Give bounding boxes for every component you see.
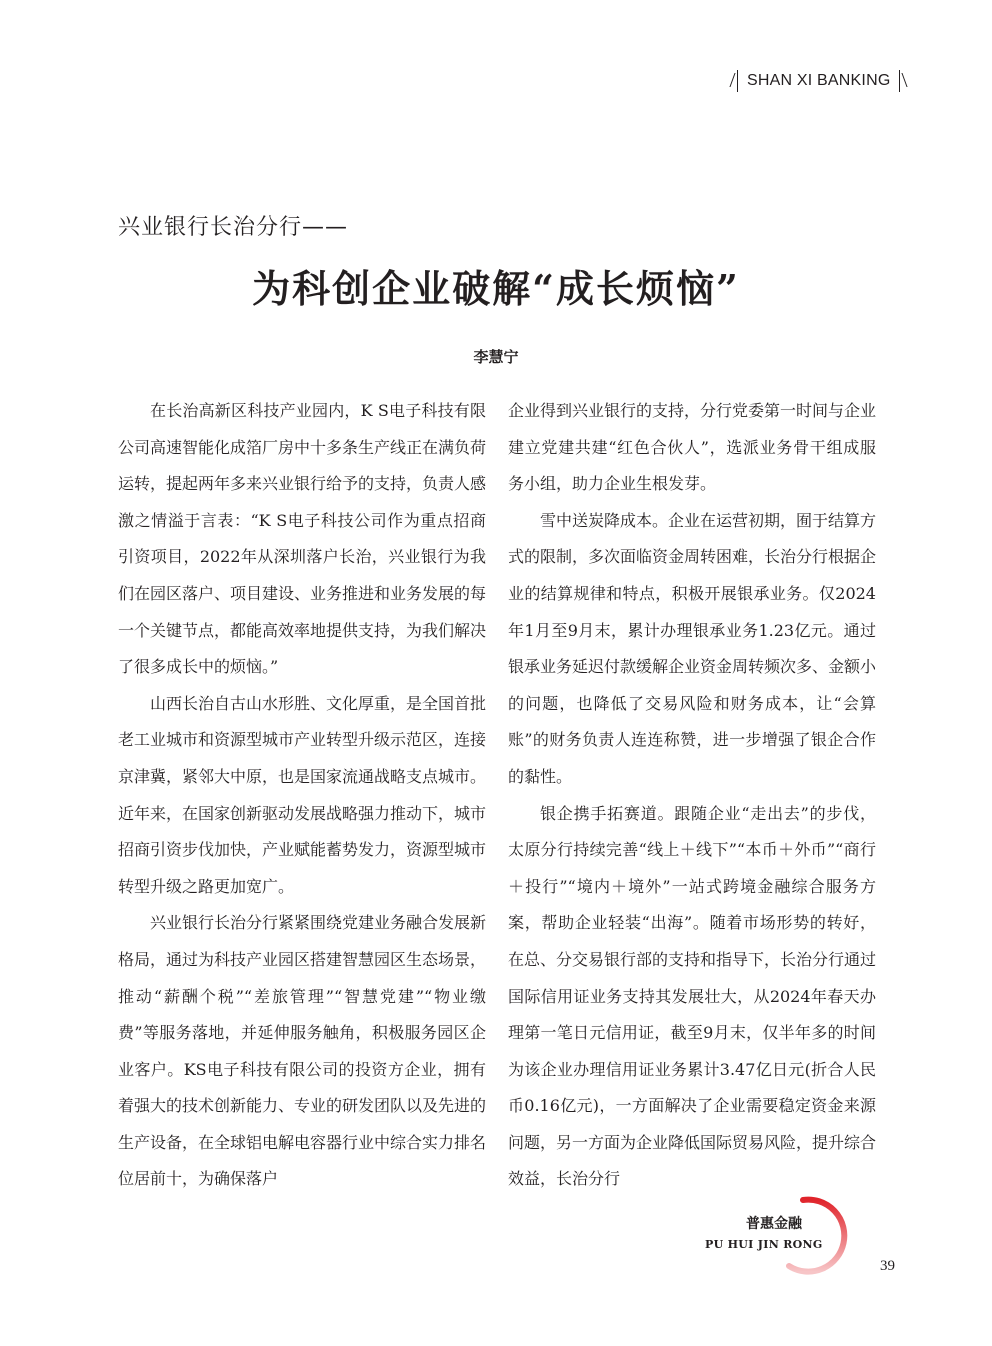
left-column [118,393,486,1198]
paragraph: 兴业银行长治分行紧紧围绕党建业务融合发展新格局，通过为科技产业园区搭建智慧园区生态场景，推动“薪酬个税”“差旅管理”“智慧党建”“物业缴费”等服务落地，并延伸服务触角，积极服务园区企业客户。KS电子科技有限公司的投资方企业，拥有着强大的技术创新能力、专业的研发团队以及先进的生产设备，在全球铝电解电容器行业中综合实力排名位居前十，为确保落户 [118,913,487,1189]
paragraph: 雪中送炭降成本。企业在运营初期，囿于结算方式的限制，多次面临资金周转困难，长治分行根据企业的结算规律和特点，积极开展银承业务。仅2024年1月至9月末，累计办理银承业务1.23亿元。通过银承业务延迟付款缓解企业资金周转频次多、金额小的问题，也降低了交易风险和财务成本，让“会算账”的财务负责人连连称赞，进一步增强了银企合作的黏性。 [508,510,877,786]
paragraph: 银企携手拓赛道。跟随企业“走出去”的步伐，太原分行持续完善“线上＋线下”“本币＋外币”“商行＋投行”“境内＋境外”一站式跨境金融综合服务方案，帮助企业轻装“出海”。随着市场形势的转好，在总、分交易银行部的支持和指导下，长治分行通过国际信用证业务支持其发展壮大，从2024年春天办理第一笔日元信用证，截至9月末，仅半年多的时间为该企业办理信用证业务累计3.47亿日元(折合人民币0.16亿元)，一方面解决了企业需要稳定资金来源问题，另一方面为企业降低国际贸易风险，提升综合效益，长治分行 [508,803,877,1189]
paragraph: 在长治高新区科技产业园内，K S电子科技有限公司高速智能化成箔厂房中十多条生产线正在满负荷运转，提起两年多来兴业银行给予的支持，负责人感激之情溢于言表：“K S电子科技公司作为重点招商引资项目，2022年从深圳落户长治，兴业银行为我们在园区落户、项目建设、业务推进和业务发展的每一个关键节点，都能高效率地提供支持，为我们解决了很多成长中的烦恼。” [118,401,487,677]
paragraph-continuation: 企业得到兴业银行的支持，分行党委第一时间与企业建立党建共建“红色合伙人”，选派业务骨干组成服务小组，助力企业生根发芽。 [508,401,877,494]
decorative-arc-icon [775,1194,855,1276]
column-name-cn: 普惠金融 [746,1216,802,1232]
column-name-en: PU HUI JIN RONG [705,1238,823,1251]
paragraph: 山西长治自古山水形胜、文化厚重，是全国首批老工业城市和资源型城市产业转型升级示范区，连接京津冀，紧邻大中原，也是国家流通战略支点城市。近年来，在国家创新驱动发展战略强力推动下，城市招商引资步伐加快，产业赋能蓄势发力，资源型城市转型升级之路更加宽广。 [118,693,487,896]
article-title: 为科创企业破解“成长烦恼” [252,266,740,311]
page-number: 39 [880,1258,895,1274]
journal-header-tag: SHAN XI BANKING [737,70,900,92]
article-subtitle: 兴业银行长治分行—— [118,215,349,240]
right-column [508,393,876,1198]
article-author: 李慧宁 [473,348,519,366]
